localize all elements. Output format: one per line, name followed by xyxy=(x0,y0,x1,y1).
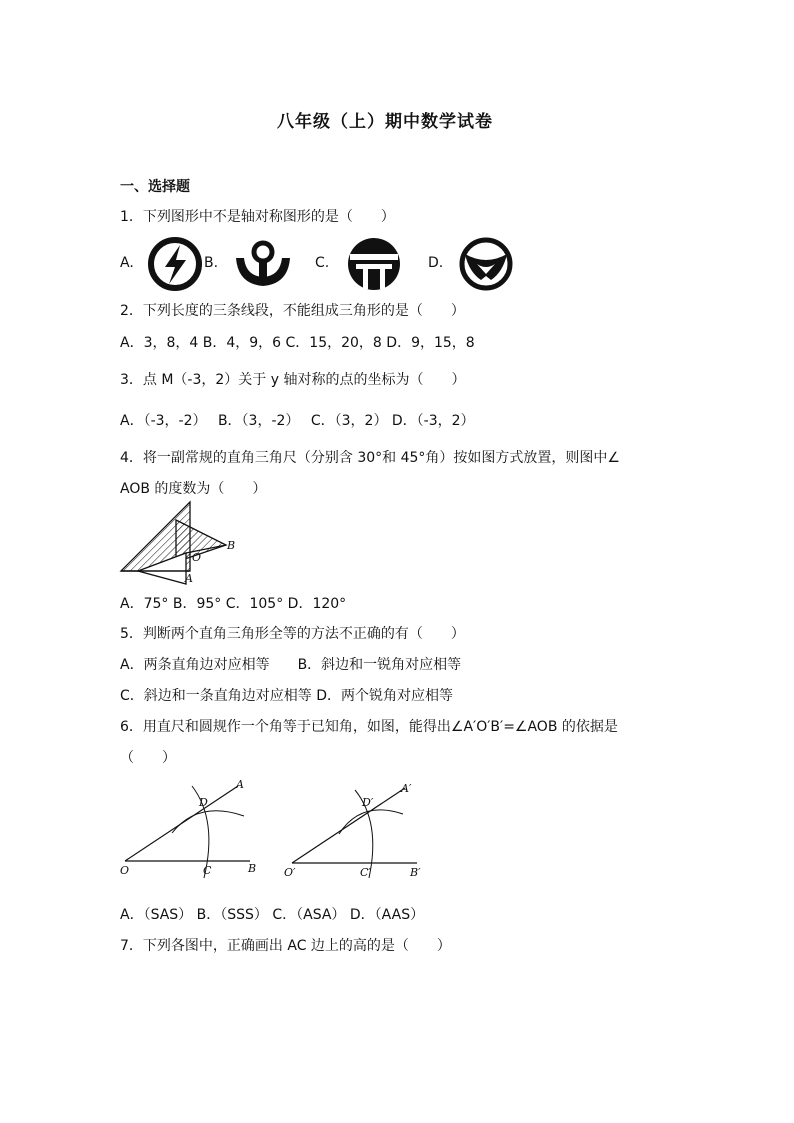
question-2-options: A．3，8，4 B．4，9，6 C．15，20，8 D．9，15，8 xyxy=(120,335,475,351)
question-5-options-line1: A．两条直角边对应相等 B．斜边和一锐角对应相等 xyxy=(120,657,462,673)
q1-option-a-label: A. xyxy=(120,255,134,271)
q6-angle-construction-figure-2 xyxy=(287,778,437,878)
question-6-text-line2: （ ） xyxy=(120,750,176,766)
question-5-options-line2: C．斜边和一条直角边对应相等 D．两个锐角对应相等 xyxy=(120,688,454,704)
q6-fig1-label-b: B xyxy=(248,862,257,875)
question-2-text: 2．下列长度的三条线段，不能组成三角形的是（ ） xyxy=(120,303,465,319)
q4-label-b: B xyxy=(227,539,236,552)
question-6-options: A．（SAS） B．（SSS） C．（ASA） D．（AAS） xyxy=(120,907,425,923)
q1-option-c-label: C. xyxy=(315,255,330,271)
question-4-text-line2: AOB 的度数为（ ） xyxy=(120,481,267,497)
q1-option-b-label: B. xyxy=(204,255,219,271)
question-7-text: 7．下列各图中，正确画出 AC 边上的高的是（ ） xyxy=(120,938,451,954)
question-4-options: A．75° B．95° C．105° D．120° xyxy=(120,596,347,612)
q6-fig1-label-o: O xyxy=(120,864,130,877)
page-title: 八年级（上）期中数学试卷 xyxy=(277,112,493,132)
question-5-text: 5．判断两个直角三角形全等的方法不正确的有（ ） xyxy=(120,626,465,642)
q6-fig1-label-c: C xyxy=(203,864,212,877)
q1-cup-emblem-icon xyxy=(232,236,294,290)
q6-fig1-label-d: D xyxy=(199,796,208,809)
q6-fig2-label-a-prime: A′ xyxy=(401,782,412,795)
question-3-text: 3．点 M（-3，2）关于 y 轴对称的点的坐标为（ ） xyxy=(120,372,466,388)
question-4-text-line1: 4．将一副常规的直角三角尺（分别含 30°和 45°角）按如图方式放置，则图中∠ xyxy=(120,450,620,466)
q6-fig2-label-b-prime: B′ xyxy=(410,866,421,879)
question-1-text: 1．下列图形中不是轴对称图形的是（ ） xyxy=(120,209,395,225)
section-heading: 一、选择题 xyxy=(120,179,190,195)
q6-fig2-label-d-prime: D′ xyxy=(362,796,374,809)
q1-lightning-circle-icon xyxy=(146,236,204,292)
question-6-text-line1: 6．用直尺和圆规作一个角等于已知角，如图，能得出∠A′O′B′=∠AOB 的依据是 xyxy=(120,719,618,735)
q4-label-o: O xyxy=(192,551,202,564)
q6-fig2-label-c-prime: C′ xyxy=(360,866,371,879)
question-3-options: A．（-3，-2） B．（3，-2） C．（3，2） D．（-3，2） xyxy=(120,413,475,429)
q6-fig2-label-o-prime: O′ xyxy=(284,866,296,879)
q6-fig1-label-a: A xyxy=(236,778,244,791)
q1-steering-wheel-icon xyxy=(457,236,515,292)
q1-t-disc-icon xyxy=(346,236,402,292)
q1-option-d-label: D. xyxy=(428,255,444,271)
q4-label-a: A xyxy=(185,572,193,585)
